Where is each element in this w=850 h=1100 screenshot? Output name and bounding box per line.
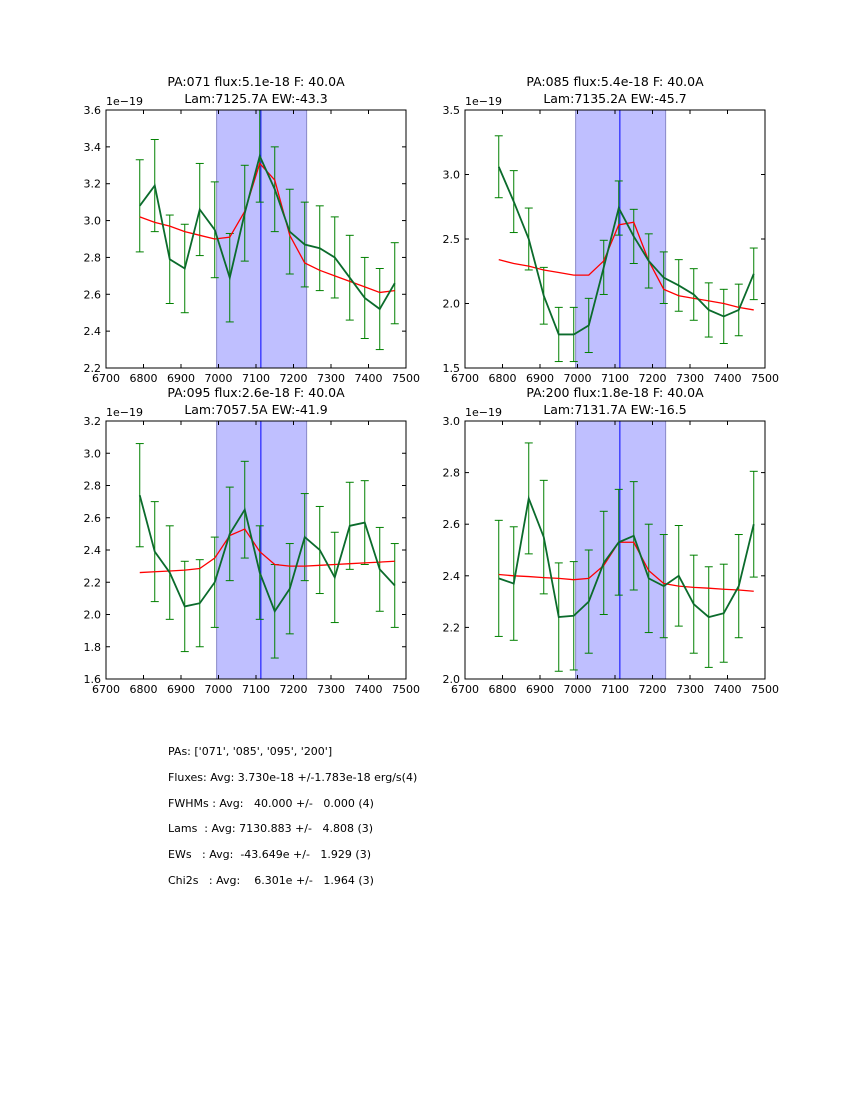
plot-area — [136, 110, 399, 368]
x-tick-label: 7100 — [601, 683, 629, 696]
x-tick-label: 6900 — [526, 683, 554, 696]
y-tick-label: 3.0 — [442, 168, 460, 182]
y-tick-label: 2.0 — [442, 297, 460, 311]
y-tick-label: 3.5 — [442, 104, 460, 117]
summary-lams: Lams : Avg: 7130.883 +/- 4.808 (3) — [168, 822, 374, 836]
x-tick-label: 7500 — [751, 683, 779, 696]
subplot-title-line2: Lam:7131.7A EW:-16.5 — [543, 402, 687, 417]
x-tick-label: 7400 — [354, 372, 383, 385]
x-tick-label: 7300 — [317, 683, 345, 696]
x-tick-label: 6700 — [451, 683, 479, 696]
y-tick-label: 2.2 — [83, 576, 101, 590]
subplot-title-line2: Lam:7125.7A EW:-43.3 — [184, 91, 328, 106]
x-tick-label: 7300 — [317, 372, 345, 385]
x-tick-label: 6900 — [167, 372, 195, 385]
x-tick-label: 7100 — [242, 372, 270, 385]
summary-chi2s: Chi2s : Avg: 6.301e +/- 1.964 (3) — [168, 873, 374, 887]
x-tick-label: 7000 — [204, 683, 233, 696]
summary-fluxes: Fluxes: Avg: 3.730e-18 +/-1.783e-18 erg/s(4) — [168, 770, 418, 784]
x-tick-label: 7200 — [638, 683, 667, 696]
x-tick-label: 6700 — [92, 683, 120, 696]
subplot-title-line1: PA:085 flux:5.4e-18 F: 40.0A — [526, 74, 704, 89]
y-tick-label: 1.5 — [442, 362, 460, 375]
y-tick-label: 2.4 — [442, 569, 460, 583]
x-tick-label: 7200 — [638, 372, 667, 385]
subplot-title-line2: Lam:7135.2A EW:-45.7 — [543, 91, 687, 106]
subplot-title-line1: PA:095 flux:2.6e-18 F: 40.0A — [167, 385, 345, 400]
x-tick-label: 6900 — [167, 683, 195, 696]
y-tick-label: 3.0 — [83, 447, 101, 461]
y-tick-label: 2.2 — [83, 362, 101, 375]
plot-area — [495, 421, 758, 679]
y-tick-label: 2.0 — [442, 673, 460, 686]
plot-area — [495, 110, 758, 368]
x-tick-label: 7300 — [676, 372, 704, 385]
subplot-title-line1: PA:071 flux:5.1e-18 F: 40.0A — [167, 74, 345, 89]
y-tick-label: 3.4 — [83, 140, 101, 154]
y-tick-label: 2.6 — [83, 288, 101, 302]
x-tick-label: 7200 — [279, 372, 308, 385]
x-tick-label: 7300 — [676, 683, 704, 696]
y-tick-label: 1.6 — [83, 673, 101, 686]
x-tick-label: 7400 — [354, 683, 383, 696]
summary-text — [168, 745, 417, 900]
y-tick-label: 2.8 — [83, 251, 101, 265]
x-tick-label: 6900 — [526, 372, 554, 385]
y-offset-label: 1e−19 — [465, 406, 502, 419]
summary-ews: EWs : Avg: -43.649e +/- 1.929 (3) — [168, 848, 371, 862]
plot-area — [136, 421, 399, 679]
y-tick-label: 2.0 — [83, 608, 101, 622]
y-tick-label: 3.2 — [83, 177, 101, 191]
subplot-3 — [84, 385, 421, 696]
x-tick-label: 6800 — [488, 372, 517, 385]
x-tick-label: 6700 — [92, 372, 120, 385]
subplot-1 — [84, 74, 421, 385]
x-tick-label: 7400 — [713, 372, 742, 385]
x-tick-label: 7500 — [751, 372, 779, 385]
subplot-2 — [443, 74, 780, 385]
y-tick-label: 2.2 — [442, 621, 460, 635]
subplot-4 — [443, 385, 780, 696]
y-tick-label: 2.6 — [83, 511, 101, 525]
y-tick-label: 3.6 — [83, 104, 101, 117]
x-tick-label: 7500 — [392, 372, 420, 385]
y-tick-label: 3.0 — [83, 214, 101, 228]
x-tick-label: 7200 — [279, 683, 308, 696]
x-tick-label: 6800 — [129, 372, 158, 385]
y-tick-label: 2.8 — [83, 479, 101, 493]
y-tick-label: 2.5 — [442, 233, 460, 246]
y-tick-label: 2.6 — [442, 518, 460, 532]
x-tick-label: 7000 — [563, 372, 592, 385]
y-offset-label: 1e−19 — [106, 95, 143, 108]
y-tick-label: 3.0 — [442, 415, 460, 428]
y-tick-label: 2.4 — [83, 325, 101, 339]
subplot-title-line2: Lam:7057.5A EW:-41.9 — [184, 402, 328, 417]
x-tick-label: 7100 — [601, 372, 629, 385]
y-tick-label: 1.8 — [83, 640, 101, 654]
y-tick-label: 3.2 — [83, 415, 101, 428]
y-tick-label: 2.8 — [442, 466, 460, 480]
x-tick-label: 7100 — [242, 683, 270, 696]
x-tick-label: 7000 — [563, 683, 592, 696]
subplot-title-line1: PA:200 flux:1.8e-18 F: 40.0A — [526, 385, 704, 400]
x-tick-label: 6700 — [451, 372, 479, 385]
y-offset-label: 1e−19 — [106, 406, 143, 419]
y-tick-label: 2.4 — [83, 544, 101, 557]
x-tick-label: 7400 — [713, 683, 742, 696]
x-tick-label: 7500 — [392, 683, 420, 696]
y-offset-label: 1e−19 — [465, 95, 502, 108]
x-tick-label: 7000 — [204, 372, 233, 385]
x-tick-label: 6800 — [488, 683, 517, 696]
x-tick-label: 6800 — [129, 683, 158, 696]
summary-fwhms: FWHMs : Avg: 40.000 +/- 0.000 (4) — [168, 796, 374, 810]
summary-pas: PAs: ['071', '085', '095', '200'] — [168, 745, 333, 758]
